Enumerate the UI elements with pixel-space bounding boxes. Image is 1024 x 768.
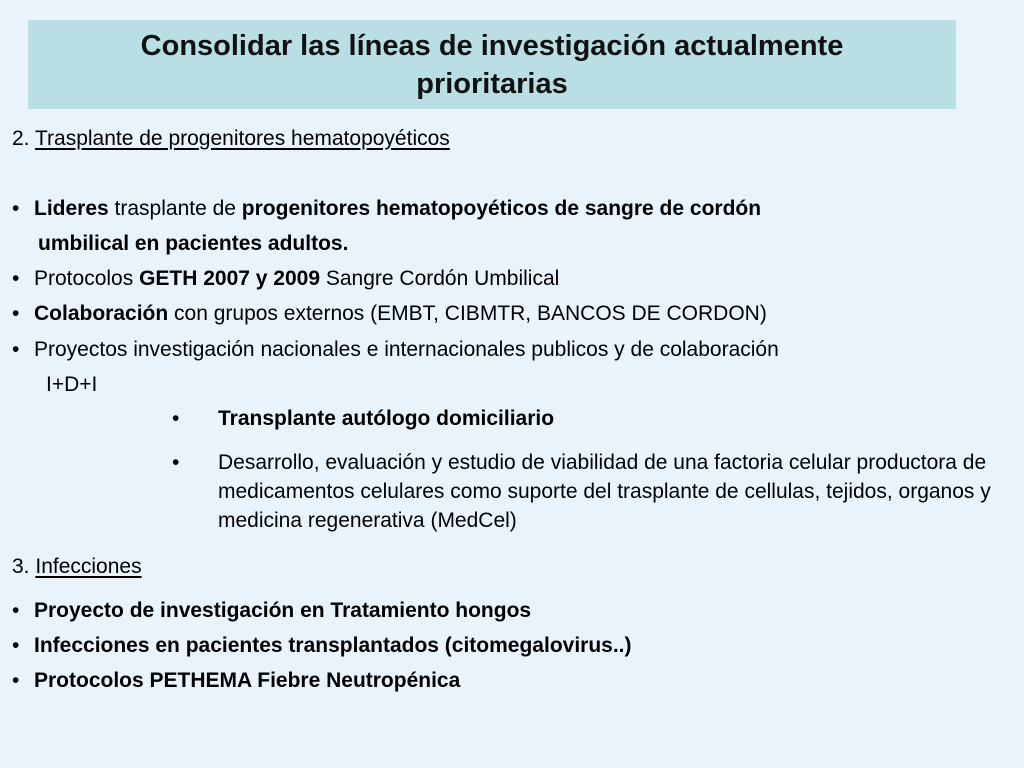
infecciones-item-3: Protocolos PETHEMA Fiebre Neutropénica <box>34 669 461 692</box>
bullet-item-lideres-cont: umbilical en pacientes adultos. <box>38 232 349 255</box>
slide-title-box <box>28 20 956 109</box>
sub-item-medcel: Desarrollo, evaluación y estudio de viabilidad de una factoria celular productora de medicamentos celulares como suporte del trasplante de cellulas, tejidos, organos y medicina regenerativa (MedCel) <box>218 451 991 532</box>
title-line-2: prioritarias <box>416 67 568 100</box>
section-3-title: Infecciones <box>35 555 142 578</box>
bullet-item-colaboracion <box>34 301 767 327</box>
bullet-item-lideres <box>34 196 761 222</box>
item-text-bold: progenitores hematopoyéticos de sangre de cordón <box>241 197 762 220</box>
bullet-marker: • <box>12 197 20 220</box>
item-text: Protocolos <box>34 267 140 290</box>
bullet-marker: • <box>12 669 20 692</box>
bullet-marker: • <box>12 302 20 325</box>
item-text-bold: Colaboración <box>34 302 169 325</box>
infecciones-item-1: Proyecto de investigación en Tratamiento hongos <box>34 599 532 622</box>
section-2-heading <box>12 126 450 152</box>
item-text-bold: GETH 2007 y 2009 <box>139 267 321 290</box>
sub-bullet-marker: • <box>172 451 180 474</box>
infecciones-item-2: Infecciones en pacientes transplantados (citomegalovirus..) <box>34 634 632 657</box>
bullet-item-protocolos <box>34 266 559 292</box>
bullet-item-proyectos-cont: I+D+I <box>46 373 98 396</box>
bullet-item-proyectos: Proyectos investigación nacionales e internacionales publicos y de colaboración <box>34 338 779 361</box>
bullet-marker: • <box>12 267 20 290</box>
sub-bullet-marker: • <box>172 407 180 430</box>
bullet-marker: • <box>12 599 20 622</box>
item-text-bold: Lideres <box>34 197 109 220</box>
sub-item-autologo: Transplante autólogo domiciliario <box>218 407 555 430</box>
title-line-1: Consolidar las líneas de investigación actualmente <box>140 29 844 62</box>
section-3-number: 3. <box>12 555 30 578</box>
section-3-heading <box>12 554 142 580</box>
section-2-number: 2. <box>12 127 30 150</box>
bullet-marker: • <box>12 634 20 657</box>
item-text: con grupos externos (EMBT, CIBMTR, BANCOS DE CORDON) <box>168 302 767 325</box>
bullet-marker: • <box>12 338 20 361</box>
item-text: trasplante de <box>108 197 242 220</box>
section-2-title: Trasplante de progenitores hematopoyéticos <box>34 127 450 150</box>
slide-title <box>141 27 844 103</box>
item-text: Sangre Cordón Umbilical <box>320 267 560 290</box>
